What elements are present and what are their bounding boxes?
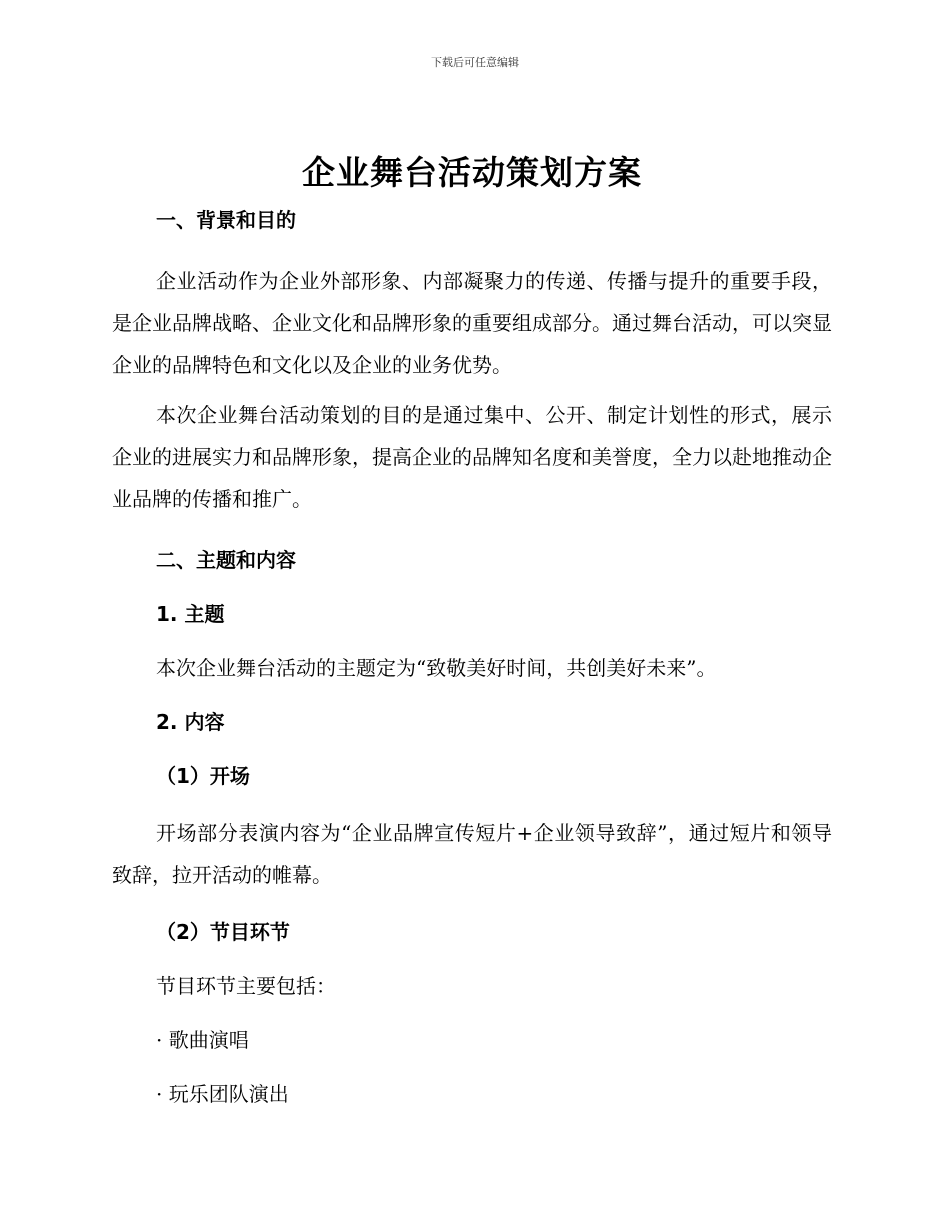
- subheading-theme: 1. 主题: [156, 602, 225, 626]
- paragraph-background: 企业活动作为企业外部形象、内部凝聚力的传递、传播与提升的重要手段，是企业品牌战略、企业文化和品牌形象的重要组成部分。通过舞台活动，可以突显企业的品牌特色和文化以及企业的业务优势。: [112, 269, 832, 377]
- subheading-program: （2）节目环节: [156, 920, 290, 944]
- list-item: · 玩乐团队演出: [156, 1082, 289, 1106]
- paragraph-theme: 本次企业舞台活动的主题定为“致敬美好时间，共创美好未来”。: [156, 656, 717, 680]
- paragraph-purpose: 本次企业舞台活动策划的目的是通过集中、公开、制定计划性的形式，展示企业的进展实力和品牌形象，提高企业的品牌知名度和美誉度，全力以赴地推动企业品牌的传播和推广。: [112, 403, 832, 511]
- section-heading-background: 一、背景和目的: [156, 208, 296, 232]
- subheading-content: 2. 内容: [156, 710, 225, 734]
- document-title: 企业舞台活动策划方案: [302, 153, 642, 192]
- list-item: · 歌曲演唱: [156, 1028, 249, 1052]
- section-heading-theme-content: 二、主题和内容: [156, 548, 296, 572]
- header-note: 下载后可任意编辑: [431, 56, 519, 69]
- document-body: [112, 150, 832, 1112]
- paragraph-opening: 开场部分表演内容为“企业品牌宣传短片+企业领导致辞”，通过短片和领导致辞，拉开活动的帷幕。: [112, 821, 832, 887]
- paragraph-program-intro: 节目环节主要包括：: [156, 974, 336, 998]
- subheading-opening: （1）开场: [156, 764, 250, 788]
